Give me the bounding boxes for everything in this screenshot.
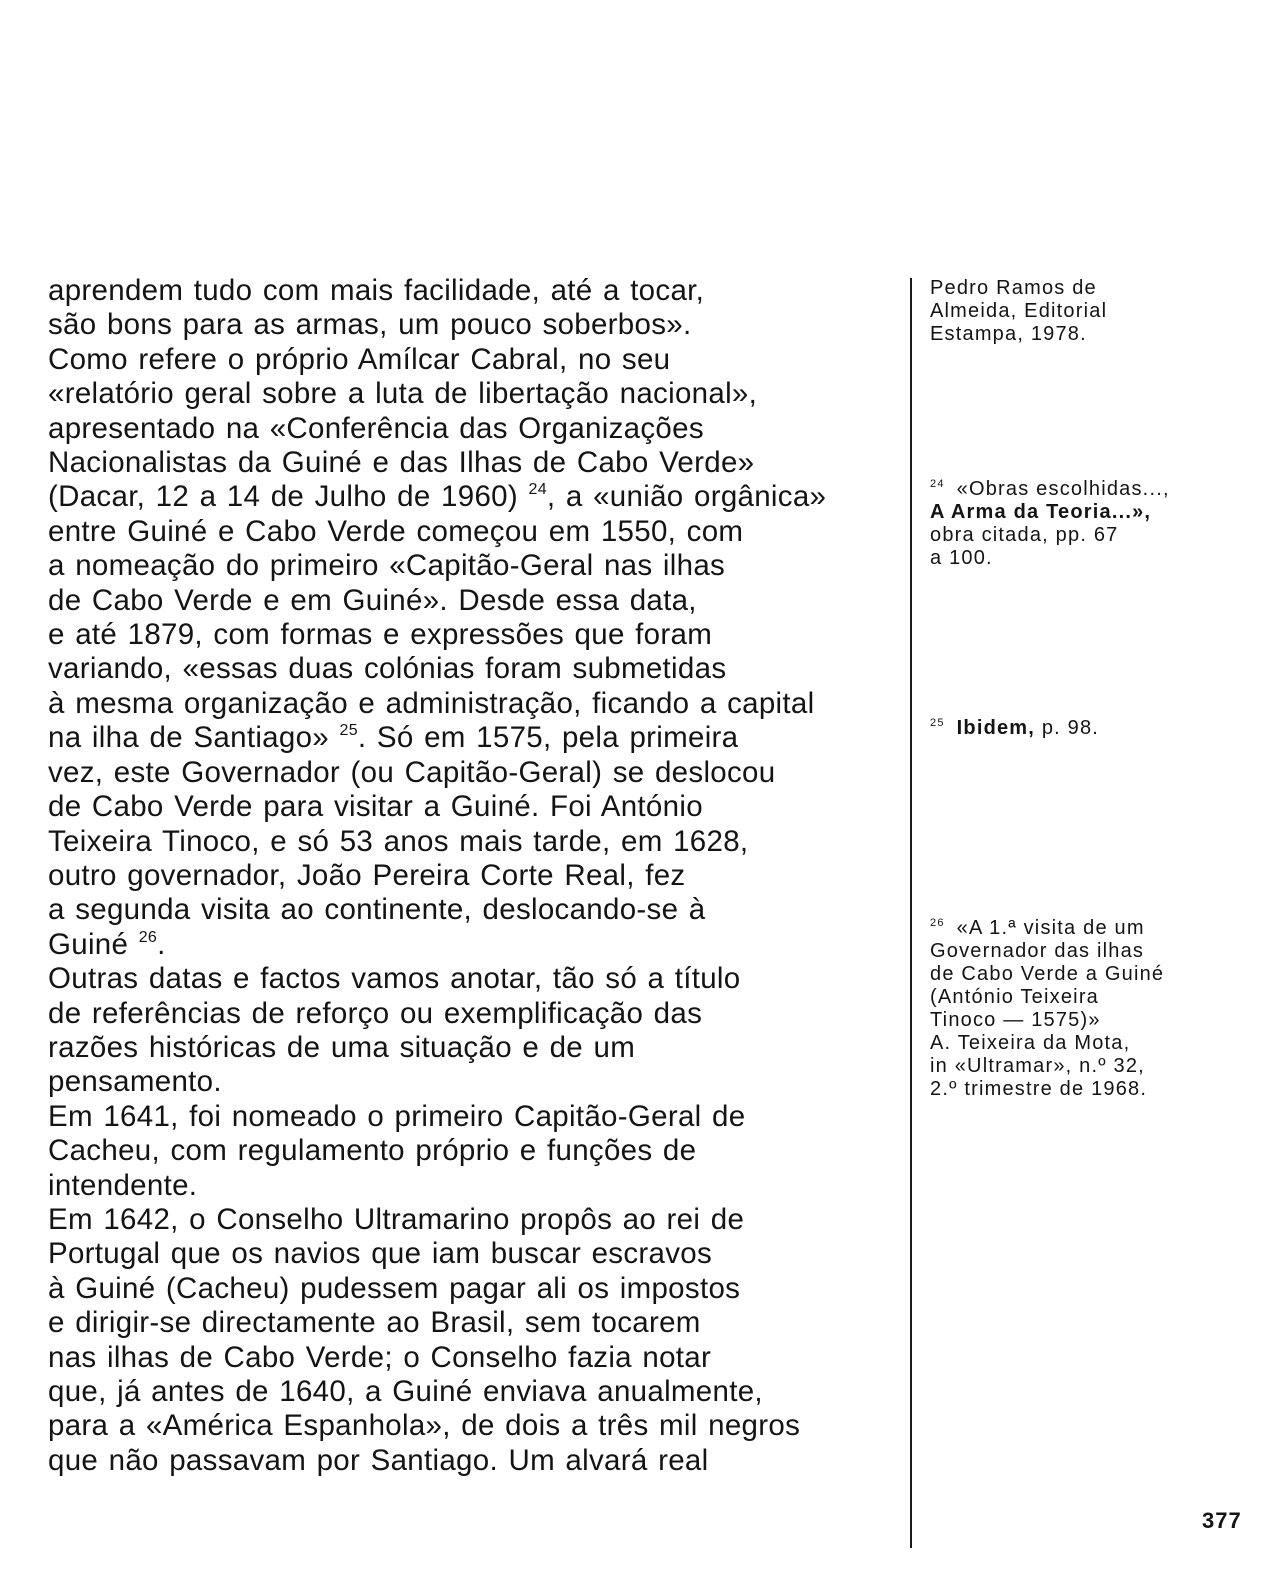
text-line: à mesma organização e administração, ficando a capital	[48, 686, 815, 720]
footnote-ref-26: 26	[138, 928, 158, 946]
text-line	[48, 480, 898, 514]
footnote-ref-24: 24	[528, 481, 547, 499]
text-line: Como refere o próprio Amílcar Cabral, no seu	[48, 342, 671, 376]
margin-divider	[910, 278, 912, 1548]
text-line: Nacionalistas da Guiné e das Ilhas de Cabo Verde»	[48, 446, 755, 480]
footnote-number: 25	[930, 717, 945, 729]
note-line: Governador das ilhas	[930, 940, 1145, 962]
text-segment: Guiné	[48, 927, 129, 961]
text-line: Portugal que os navios que iam buscar escravos	[48, 1237, 713, 1271]
text-line: razões históricas de uma situação e de um	[48, 1030, 636, 1064]
page-number: 377	[1202, 1508, 1242, 1533]
footnote-24	[930, 478, 1250, 570]
text-line: Teixeira Tinoco, e só 53 anos mais tarde, em 1628,	[48, 824, 749, 858]
text-segment: na ilha de Santiago»	[48, 721, 329, 755]
note-text: p. 98.	[1035, 717, 1100, 739]
note-text: Ibidem,	[956, 717, 1036, 739]
text-line: vez, este Governador (ou Capitão-Geral) se deslocou	[48, 755, 776, 789]
note-continuation	[930, 277, 1250, 346]
note-line: Pedro Ramos de	[930, 277, 1097, 299]
note-line	[930, 478, 1250, 501]
note-text: A Arma da Teoria...»,	[930, 501, 1152, 523]
text-line: apresentado na «Conferência das Organizações	[48, 411, 704, 445]
text-line: para a «América Espanhola», de dois a três mil negros	[48, 1409, 801, 1443]
note-line: obra citada, pp. 67	[930, 524, 1119, 546]
footnote-26	[930, 917, 1250, 1101]
footnote-25	[930, 717, 1250, 740]
text-line: outro governador, João Pereira Corte Real, fez	[48, 858, 686, 892]
text-line: de Cabo Verde e em Guiné». Desde essa data,	[48, 583, 697, 617]
text-line: de referências de reforço ou exemplificação das	[48, 996, 703, 1030]
note-line	[930, 717, 1250, 740]
text-line: e dirigir-se directamente ao Brasil, sem tocarem	[48, 1306, 701, 1340]
footnote-number: 24	[930, 478, 945, 490]
note-text: «A 1.ª visita de um	[956, 917, 1145, 939]
text-segment: (Dacar, 12 a 14 de Julho de 1960)	[48, 480, 518, 514]
text-line: são bons para as armas, um pouco soberbos».	[48, 308, 692, 342]
text-line: que não passavam por Santiago. Um alvará real	[48, 1443, 709, 1477]
note-line: Almeida, Editorial	[930, 300, 1108, 322]
note-line: de Cabo Verde a Guiné	[930, 963, 1165, 985]
text-line	[48, 721, 898, 755]
text-line: nas ilhas de Cabo Verde; o Conselho fazia notar	[48, 1340, 712, 1374]
text-line: variando, «essas duas colónias foram submetidas	[48, 652, 727, 686]
footnote-number: 26	[930, 917, 945, 929]
text-line: Outras datas e factos vamos anotar, tão só a título	[48, 962, 741, 996]
text-line: e até 1879, com formas e expressões que foram	[48, 618, 713, 652]
text-line: à Guiné (Cacheu) pudessem pagar ali os impostos	[48, 1271, 741, 1305]
text-line: Cacheu, com regulamento próprio e funções de	[48, 1134, 697, 1168]
text-line: «relatório geral sobre a luta de libertação nacional»,	[48, 377, 758, 411]
note-text: «Obras escolhidas...,	[956, 478, 1170, 500]
note-line: 2.º trimestre de 1968.	[930, 1078, 1148, 1100]
footnote-ref-25: 25	[339, 722, 358, 740]
text-segment: , a «união orgânica»	[546, 480, 827, 514]
text-segment: .	[157, 927, 166, 961]
text-line: Em 1641, foi nomeado o primeiro Capitão-Geral de	[48, 1099, 746, 1133]
text-line: a nomeação do primeiro «Capitão-Geral nas ilhas	[48, 549, 726, 583]
main-text-column	[48, 274, 898, 1478]
text-line: aprendem tudo com mais facilidade, até a tocar,	[48, 274, 705, 307]
note-line: (António Teixeira	[930, 986, 1100, 1008]
text-line: de Cabo Verde para visitar a Guiné. Foi António	[48, 790, 703, 824]
text-line: que, já antes de 1640, a Guiné enviava anualmente,	[48, 1375, 763, 1408]
note-line	[930, 501, 1250, 524]
note-line: Estampa, 1978.	[930, 323, 1087, 345]
text-segment: . Só em 1575, pela primeira	[357, 721, 739, 755]
text-line: pensamento.	[48, 1065, 222, 1099]
text-line	[48, 928, 898, 962]
note-line: in «Ultramar», n.º 32,	[930, 1055, 1145, 1077]
note-line	[930, 917, 1250, 940]
text-line: intendente.	[48, 1168, 198, 1202]
text-line: entre Guiné e Cabo Verde começou em 1550, com	[48, 514, 744, 548]
note-line: Tinoco — 1575)»	[930, 1009, 1101, 1031]
text-line: a segunda visita ao continente, deslocando-se à	[48, 893, 706, 927]
note-line: A. Teixeira da Mota,	[930, 1032, 1131, 1054]
text-line: Em 1642, o Conselho Ultramarino propôs ao rei de	[48, 1202, 745, 1236]
note-line: a 100.	[930, 547, 993, 569]
